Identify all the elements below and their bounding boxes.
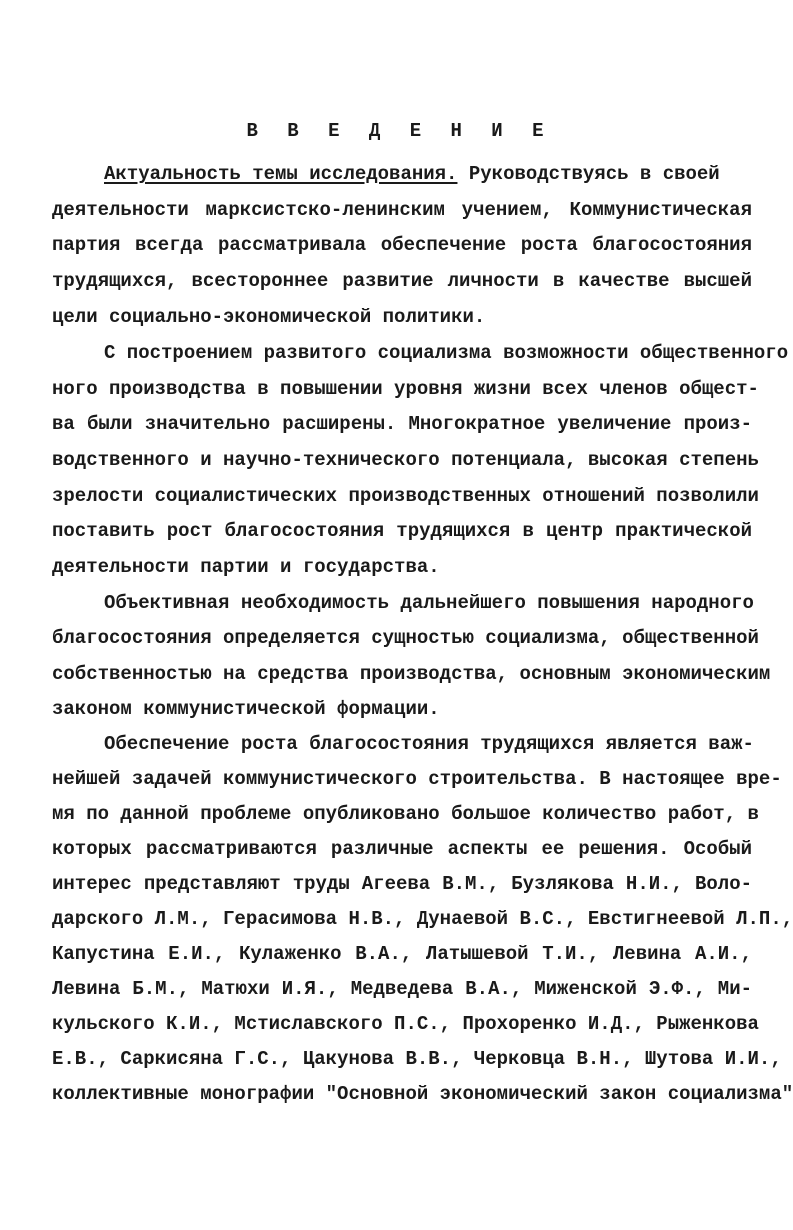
paragraph-line: Левина Б.М., Матюхи И.Я., Медведева В.А., Миженской Э.Ф., Ми- <box>52 978 752 1000</box>
paragraph-line: трудящихся, всестороннее развитие личности в качестве высшей <box>52 270 752 292</box>
paragraph-line: деятельности партии и государства. <box>52 556 440 578</box>
paragraph-line: деятельности марксистско-ленинским учением, Коммунистическая <box>52 199 752 221</box>
paragraph-line <box>104 161 720 187</box>
page-title: В В Е Д Е Н И Е <box>246 120 553 142</box>
paragraph-line: партия всегда рассматривала обеспечение роста благосостояния <box>52 234 752 256</box>
paragraph-line: законом коммунистической формации. <box>52 698 440 720</box>
paragraph-line: кульского К.И., Мстиславского П.С., Прохоренко И.Д., Рыженкова <box>52 1013 759 1035</box>
paragraph-line: дарского Л.М., Герасимова Н.В., Дунаевой В.С., Евстигнеевой Л.П., <box>52 908 793 930</box>
paragraph-line: собственностью на средства производства, основным экономическим <box>52 663 771 685</box>
paragraph-line: Е.В., Саркисяна Г.С., Цакунова В.В., Черковца В.Н., Шутова И.И., <box>52 1048 782 1070</box>
paragraph-line: коллективные монографии "Основной экономический закон социализма" <box>52 1083 793 1105</box>
paragraph-line: Капустина Е.И., Кулаженко В.А., Латышевой Т.И., Левина А.И., <box>52 943 752 965</box>
paragraph-line: ва были значительно расширены. Многократное увеличение произ- <box>52 413 752 435</box>
paragraph-line: нейшей задачей коммунистического строительства. В настоящее вре- <box>52 768 782 790</box>
paragraph-line: благосостояния определяется сущностью социализма, общественной <box>52 627 759 649</box>
paragraph-line: интерес представляют труды Агеева В.М., Бузлякова Н.И., Воло- <box>52 873 752 895</box>
paragraph-line: которых рассматриваются различные аспекты ее решения. Особый <box>52 838 752 860</box>
paragraph-line: Обеспечение роста благосостояния трудящихся является важ- <box>104 733 754 755</box>
section-label: Актуальность темы исследования. <box>104 163 458 185</box>
paragraph-line: мя по данной проблеме опубликовано большое количество работ, в <box>52 803 759 825</box>
paragraph-line: цели социально-экономической политики. <box>52 306 486 328</box>
paragraph-line: поставить рост благосостояния трудящихся в центр практической <box>52 520 752 542</box>
paragraph-line: ного производства в повышении уровня жизни всех членов общест- <box>52 378 759 400</box>
paragraph-line: водственного и научно-технического потенциала, высокая степень <box>52 449 759 471</box>
paragraph-line: Объективная необходимость дальнейшего повышения народного <box>104 592 754 614</box>
paragraph-text: Руководствуясь в своей <box>457 163 720 185</box>
paragraph-line: С построением развитого социализма возможности общественного <box>104 342 789 364</box>
paragraph-line: зрелости социалистических производственных отношений позволили <box>52 485 759 507</box>
